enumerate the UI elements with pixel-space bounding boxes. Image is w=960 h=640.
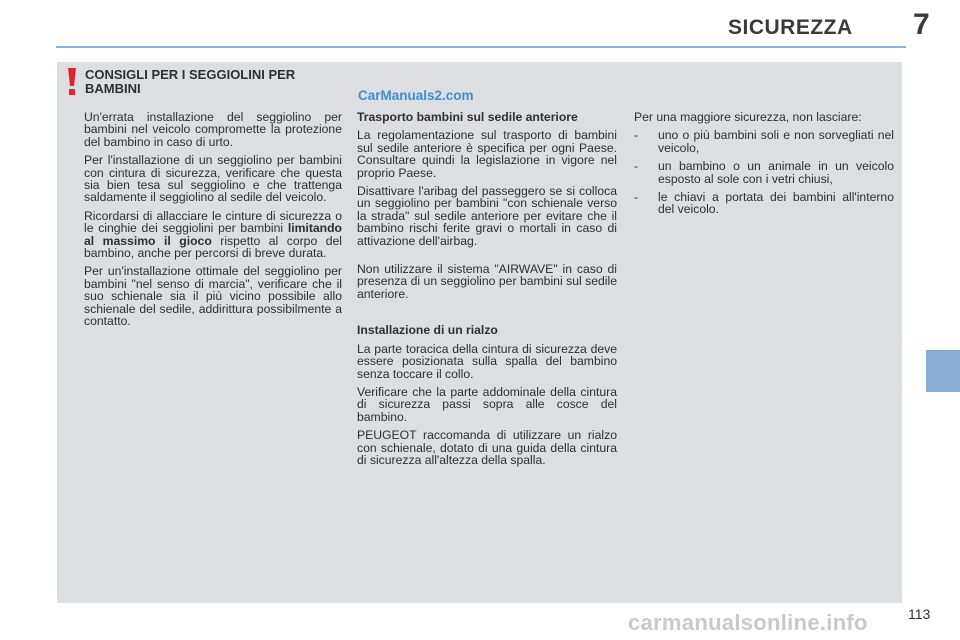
section-title: CONSIGLI PER I SEGGIOLINI PER BAMBINI <box>85 67 296 96</box>
text-span: Ricordarsi di allacciare le cinture di sicurezza o le cinghie dei seggiolini per bambini <box>84 208 342 236</box>
column-3 <box>634 111 894 222</box>
text-span: rispetto al corpo del bambino, anche per percorsi di breve durata. <box>84 233 342 261</box>
paragraph: Verificare che la parte addominale della cintura di sicurezza passi sopra alle cosce del bambino. <box>357 384 617 424</box>
list-item-text: le chiavi a portata dei bambini all'interno del veicolo. <box>658 190 894 217</box>
header-divider <box>56 46 906 48</box>
paragraph: Un'errata installazione del seggiolino per bambini nel veicolo compromette la protezione del bambino in caso di urto. <box>84 110 342 149</box>
paragraph: Per un'installazione ottimale del seggiolino per bambini "nel senso di marcia", verificare che il suo schienale sia il più vicino possibile allo schienale del sedile, addirittura possibilmente a contatto. <box>84 264 342 329</box>
paragraph: Per l'installazione di un seggiolino per bambini con cintura di sicurezza, verificare che questa sia bien tesa sul seggiolino e che trattenga saldamente il seggiolino al sedile del veicolo. <box>84 153 342 205</box>
dash-marker: - <box>634 128 639 143</box>
watermark-bottom[interactable]: carmanualsonline.info <box>628 610 868 635</box>
dash-marker: - <box>634 190 639 205</box>
emphasis-text: limitando al massimo il gioco <box>84 221 342 248</box>
paragraph <box>84 210 342 260</box>
paragraph: Per una maggiore sicurezza, non lasciare: <box>634 110 862 124</box>
dash-marker: - <box>634 159 639 174</box>
column-1 <box>84 111 342 334</box>
list-item-text: un bambino o un animale in un veicolo esposto al sole con i vetri chiusi, <box>658 159 894 186</box>
paragraph: La parte toracica della cintura di sicurezza deve essere posizionata sulla spalla del bambino senza toccare il collo. <box>357 341 617 381</box>
paragraph: Non utilizzare il sistema "AIRWAVE" in caso di presenza di un seggiolino per bambini sul sedile anteriore. <box>357 262 617 301</box>
column-2 <box>357 111 617 472</box>
chapter-number: 7 <box>913 8 930 41</box>
page-number: 113 <box>908 606 931 622</box>
paragraph: PEUGEOT raccomanda di utilizzare un rialzo con schienale, dotato di una guida della cintura di sicurezza all'altezza della spalla. <box>357 428 617 467</box>
chapter-side-tab <box>926 350 960 392</box>
watermark-top[interactable]: CarManuals2.com <box>358 88 474 103</box>
list-item <box>634 191 894 216</box>
sub-heading: Trasporto bambini sul sedile anteriore <box>357 110 578 124</box>
exclamation-warning-icon <box>64 66 80 96</box>
paragraph: La regolamentazione sul trasporto di bambini sul sedile anteriore è specifica per ogni Paese. Consultare quindi la legislazione in vigore nel proprio Paese. <box>357 128 617 180</box>
list-item-text: uno o più bambini soli e non sorvegliati nel veicolo, <box>658 128 894 155</box>
paragraph: Disattivare l'aribag del passeggero se si colloca un seggiolino per bambini "con schienale verso la strada" sul sedile anteriore per evitare che il bambino rischi ferite gravi o mortali in caso di attivazione dell'airbag. <box>357 184 617 248</box>
sub-heading: Installazione di un rialzo <box>357 323 498 338</box>
bullet-list <box>634 129 894 215</box>
list-item <box>634 129 894 154</box>
list-item <box>634 160 894 185</box>
chapter-title: SICUREZZA <box>728 16 853 39</box>
